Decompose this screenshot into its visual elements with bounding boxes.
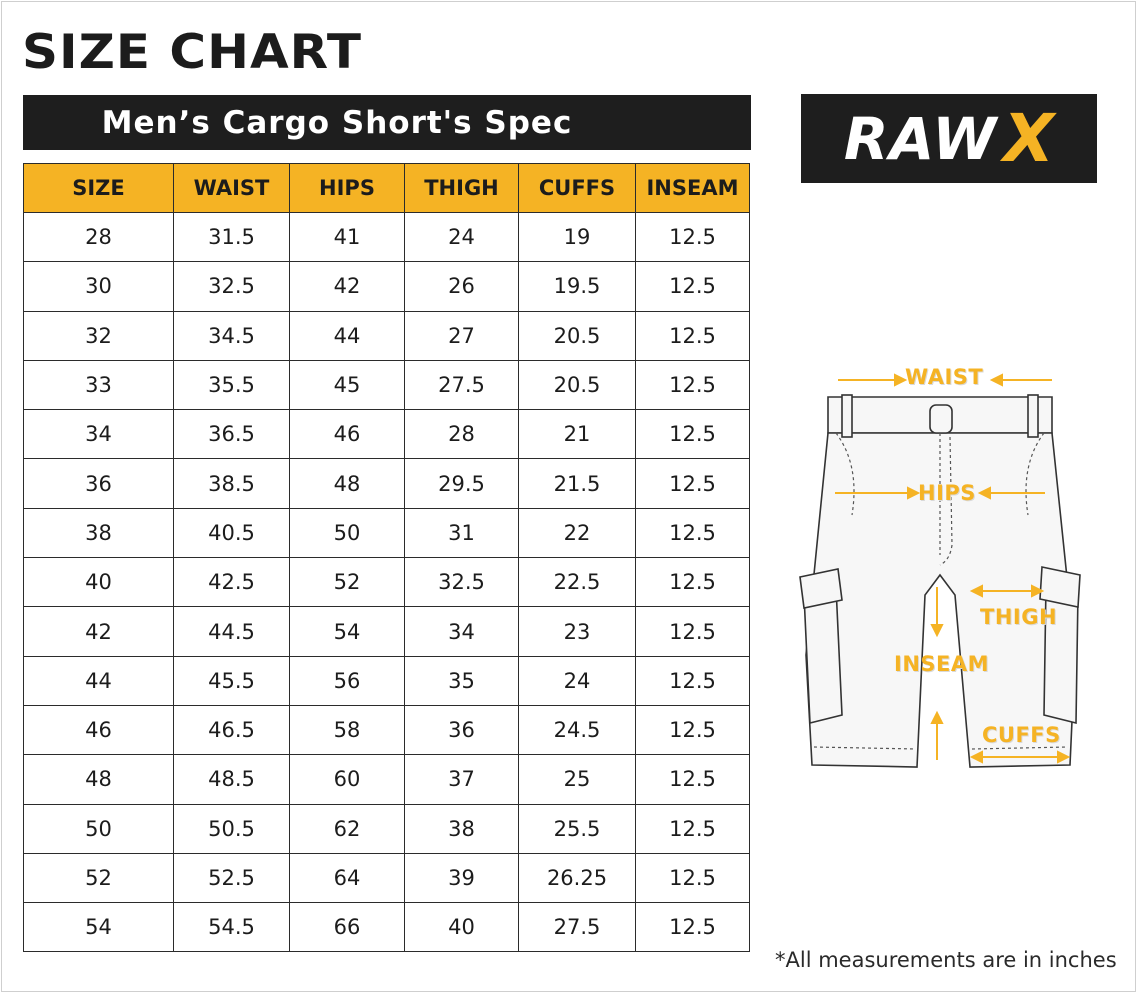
table-cell-inseam: 12.5 bbox=[636, 311, 750, 360]
table-cell-thigh: 28 bbox=[405, 410, 519, 459]
waist-arrowhead-right bbox=[992, 375, 1002, 385]
right-pocket-flap-shape bbox=[1040, 567, 1080, 607]
table-cell-cuffs: 24.5 bbox=[519, 705, 636, 754]
table-row bbox=[24, 804, 750, 853]
table-cell-inseam: 12.5 bbox=[636, 262, 750, 311]
table-cell-cuffs: 24 bbox=[519, 656, 636, 705]
table-cell-waist: 45.5 bbox=[174, 656, 290, 705]
table-cell-cuffs: 21.5 bbox=[519, 459, 636, 508]
table-cell-cuffs: 25 bbox=[519, 755, 636, 804]
waist-arrowhead-left bbox=[895, 375, 905, 385]
table-cell-waist: 32.5 bbox=[174, 262, 290, 311]
table-cell-cuffs: 20.5 bbox=[519, 311, 636, 360]
table-cell-hips: 56 bbox=[290, 656, 405, 705]
table-row bbox=[24, 410, 750, 459]
table-cell-thigh: 29.5 bbox=[405, 459, 519, 508]
column-header-cuffs: CUFFS bbox=[519, 164, 636, 213]
table-row bbox=[24, 262, 750, 311]
table-row bbox=[24, 705, 750, 754]
table-cell-size: 34 bbox=[24, 410, 174, 459]
table-cell-hips: 46 bbox=[290, 410, 405, 459]
table-cell-hips: 60 bbox=[290, 755, 405, 804]
table-cell-cuffs: 22 bbox=[519, 508, 636, 557]
table-cell-hips: 64 bbox=[290, 853, 405, 902]
table-cell-thigh: 24 bbox=[405, 213, 519, 262]
table-cell-inseam: 12.5 bbox=[636, 705, 750, 754]
page-title: SIZE CHART bbox=[22, 24, 363, 80]
table-cell-inseam: 12.5 bbox=[636, 656, 750, 705]
table-cell-thigh: 37 bbox=[405, 755, 519, 804]
table-cell-waist: 35.5 bbox=[174, 360, 290, 409]
shorts-diagram bbox=[790, 355, 1090, 785]
table-cell-size: 42 bbox=[24, 607, 174, 656]
table-cell-cuffs: 21 bbox=[519, 410, 636, 459]
table-cell-inseam: 12.5 bbox=[636, 410, 750, 459]
table-cell-cuffs: 19.5 bbox=[519, 262, 636, 311]
column-header-inseam: INSEAM bbox=[636, 164, 750, 213]
table-cell-thigh: 35 bbox=[405, 656, 519, 705]
table-cell-waist: 40.5 bbox=[174, 508, 290, 557]
table-row bbox=[24, 508, 750, 557]
table-cell-inseam: 12.5 bbox=[636, 804, 750, 853]
table-row bbox=[24, 853, 750, 902]
table-cell-thigh: 27 bbox=[405, 311, 519, 360]
table-cell-hips: 41 bbox=[290, 213, 405, 262]
table-cell-thigh: 26 bbox=[405, 262, 519, 311]
table-cell-thigh: 27.5 bbox=[405, 360, 519, 409]
table-header-row bbox=[24, 164, 750, 213]
table-cell-waist: 38.5 bbox=[174, 459, 290, 508]
table-cell-waist: 42.5 bbox=[174, 558, 290, 607]
table-row bbox=[24, 311, 750, 360]
table-cell-thigh: 34 bbox=[405, 607, 519, 656]
table-cell-inseam: 12.5 bbox=[636, 459, 750, 508]
table-cell-thigh: 36 bbox=[405, 705, 519, 754]
table-cell-waist: 44.5 bbox=[174, 607, 290, 656]
table-cell-waist: 48.5 bbox=[174, 755, 290, 804]
inseam-arrowhead-top bbox=[932, 625, 942, 635]
table-cell-hips: 42 bbox=[290, 262, 405, 311]
table-cell-cuffs: 22.5 bbox=[519, 558, 636, 607]
hips-label: HIPS bbox=[918, 481, 976, 505]
column-header-waist: WAIST bbox=[174, 164, 290, 213]
table-cell-size: 33 bbox=[24, 360, 174, 409]
table-cell-cuffs: 20.5 bbox=[519, 360, 636, 409]
table-row bbox=[24, 459, 750, 508]
table-cell-inseam: 12.5 bbox=[636, 558, 750, 607]
table-cell-cuffs: 26.25 bbox=[519, 853, 636, 902]
table-cell-size: 32 bbox=[24, 311, 174, 360]
brand-logo bbox=[801, 94, 1097, 183]
table-cell-waist: 54.5 bbox=[174, 903, 290, 952]
table-cell-waist: 52.5 bbox=[174, 853, 290, 902]
spec-banner-title: Men’s Cargo Short's Spec bbox=[101, 104, 573, 141]
table-cell-cuffs: 25.5 bbox=[519, 804, 636, 853]
table-cell-cuffs: 19 bbox=[519, 213, 636, 262]
table-row bbox=[24, 656, 750, 705]
table-cell-hips: 45 bbox=[290, 360, 405, 409]
table-cell-inseam: 12.5 bbox=[636, 508, 750, 557]
measurement-footnote: *All measurements are in inches bbox=[775, 948, 1117, 972]
brand-logo-text: RAW bbox=[843, 104, 998, 173]
table-cell-inseam: 12.5 bbox=[636, 853, 750, 902]
table-cell-hips: 48 bbox=[290, 459, 405, 508]
table-cell-hips: 66 bbox=[290, 903, 405, 952]
size-table bbox=[23, 163, 750, 952]
table-cell-size: 28 bbox=[24, 213, 174, 262]
table-cell-size: 46 bbox=[24, 705, 174, 754]
table-cell-size: 30 bbox=[24, 262, 174, 311]
thigh-label: THIGH bbox=[980, 605, 1058, 629]
table-cell-size: 54 bbox=[24, 903, 174, 952]
column-header-size: SIZE bbox=[24, 164, 174, 213]
table-cell-size: 52 bbox=[24, 853, 174, 902]
table-cell-thigh: 38 bbox=[405, 804, 519, 853]
inseam-label: INSEAM bbox=[894, 652, 990, 676]
table-cell-thigh: 40 bbox=[405, 903, 519, 952]
table-cell-inseam: 12.5 bbox=[636, 360, 750, 409]
table-cell-waist: 36.5 bbox=[174, 410, 290, 459]
table-cell-hips: 58 bbox=[290, 705, 405, 754]
table-cell-hips: 44 bbox=[290, 311, 405, 360]
table-cell-size: 44 bbox=[24, 656, 174, 705]
table-cell-waist: 50.5 bbox=[174, 804, 290, 853]
table-cell-cuffs: 27.5 bbox=[519, 903, 636, 952]
table-row bbox=[24, 607, 750, 656]
table-row bbox=[24, 903, 750, 952]
table-cell-size: 38 bbox=[24, 508, 174, 557]
column-header-hips: HIPS bbox=[290, 164, 405, 213]
brand-logo-x: X bbox=[1003, 100, 1055, 177]
table-row bbox=[24, 558, 750, 607]
table-cell-hips: 62 bbox=[290, 804, 405, 853]
belt-loop-shape bbox=[842, 395, 852, 437]
table-row bbox=[24, 360, 750, 409]
table-cell-size: 48 bbox=[24, 755, 174, 804]
table-cell-hips: 50 bbox=[290, 508, 405, 557]
table-cell-cuffs: 23 bbox=[519, 607, 636, 656]
table-body bbox=[24, 213, 750, 952]
table-cell-thigh: 32.5 bbox=[405, 558, 519, 607]
table-cell-hips: 52 bbox=[290, 558, 405, 607]
spec-banner bbox=[23, 95, 751, 150]
column-header-thigh: THIGH bbox=[405, 164, 519, 213]
table-cell-inseam: 12.5 bbox=[636, 213, 750, 262]
table-row bbox=[24, 213, 750, 262]
table-cell-inseam: 12.5 bbox=[636, 903, 750, 952]
table-cell-size: 50 bbox=[24, 804, 174, 853]
table-cell-thigh: 31 bbox=[405, 508, 519, 557]
table-cell-waist: 31.5 bbox=[174, 213, 290, 262]
table-cell-inseam: 12.5 bbox=[636, 607, 750, 656]
buckle-shape bbox=[930, 405, 952, 433]
inseam-arrowhead-bottom bbox=[932, 713, 942, 723]
table-cell-inseam: 12.5 bbox=[636, 755, 750, 804]
table-cell-hips: 54 bbox=[290, 607, 405, 656]
belt-loop-shape bbox=[1028, 395, 1038, 437]
table-row bbox=[24, 755, 750, 804]
waist-label: WAIST bbox=[905, 365, 984, 389]
table-cell-size: 40 bbox=[24, 558, 174, 607]
cuffs-label: CUFFS bbox=[982, 723, 1061, 747]
table-cell-waist: 46.5 bbox=[174, 705, 290, 754]
table-cell-thigh: 39 bbox=[405, 853, 519, 902]
table-cell-waist: 34.5 bbox=[174, 311, 290, 360]
table-cell-size: 36 bbox=[24, 459, 174, 508]
shorts-illustration bbox=[790, 355, 1090, 785]
